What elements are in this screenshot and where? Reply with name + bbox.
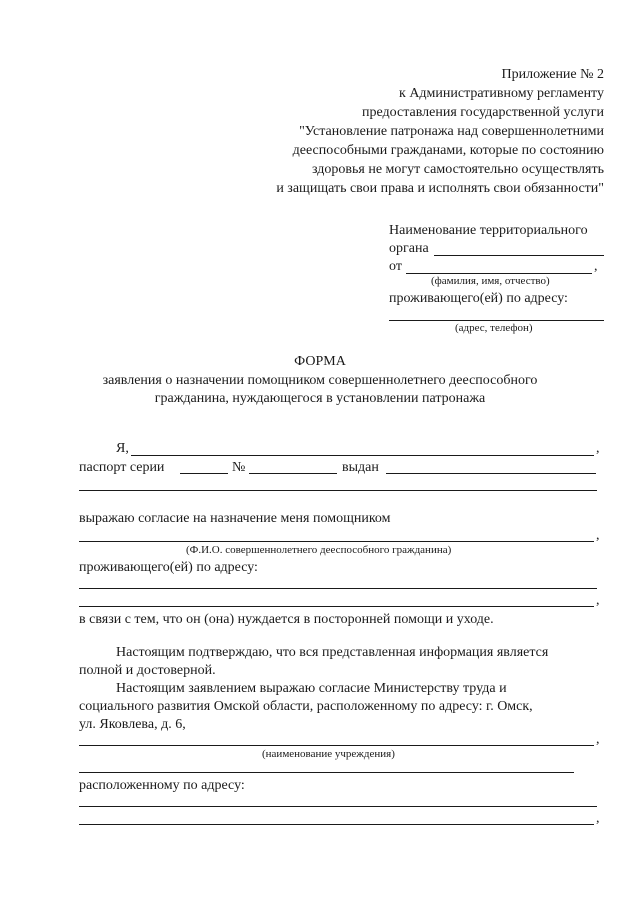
- appendix-number: Приложение № 2: [501, 67, 604, 82]
- comma: ,: [594, 259, 598, 274]
- issued-by-field[interactable]: [386, 473, 596, 474]
- reason-text: в связи с тем, что он (она) нуждается в посторонней помощи и уходе.: [79, 612, 494, 627]
- number-sign: №: [232, 460, 246, 475]
- agree-line-3: ул. Яковлева, д. 6,: [79, 717, 186, 732]
- header-line-2: к Административному регламенту: [399, 86, 604, 101]
- comma: ,: [596, 528, 600, 543]
- citizen-name-field[interactable]: [79, 541, 594, 542]
- ya-label: Я,: [116, 441, 129, 456]
- address-phone-field[interactable]: [389, 320, 604, 321]
- residing-label-body: проживающего(ей) по адресу:: [79, 560, 258, 575]
- header-line-4: "Установление патронажа над совершеннолетними: [299, 124, 604, 139]
- institution-address-field[interactable]: [79, 806, 597, 807]
- issued-by-field-continued[interactable]: [79, 490, 597, 491]
- header-line-3: предоставления государственной услуги: [362, 105, 604, 120]
- organ-label: органа: [389, 241, 429, 256]
- passport-series-field[interactable]: [180, 473, 228, 474]
- form-title: ФОРМА: [294, 354, 346, 369]
- institution-hint: (наименование учреждения): [262, 748, 395, 760]
- form-subtitle-1: заявления о назначении помощником совершеннолетнего дееспособного: [102, 373, 538, 388]
- organ-field[interactable]: [434, 255, 604, 256]
- passport-number-field[interactable]: [249, 473, 337, 474]
- issued-label: выдан: [342, 460, 379, 475]
- institution-field-2[interactable]: [79, 772, 574, 773]
- agree-line-1: Настоящим заявлением выражаю согласие Министерству труда и: [116, 681, 507, 696]
- comma: ,: [596, 732, 600, 747]
- consent-text: выражаю согласие на назначение меня помощником: [79, 511, 391, 526]
- header-line-6: здоровья не могут самостоятельно осуществлять: [312, 162, 604, 177]
- applicant-fio-field[interactable]: [406, 273, 592, 274]
- citizen-address-field-2[interactable]: [79, 606, 594, 607]
- comma: ,: [596, 441, 600, 456]
- confirm-line-2: полной и достоверной.: [79, 663, 216, 678]
- confirm-line-1: Настоящим подтверждаю, что вся представленная информация является: [116, 645, 549, 660]
- applicant-name-field[interactable]: [131, 455, 594, 456]
- institution-address-field-2[interactable]: [79, 824, 594, 825]
- agree-line-2: социального развития Омской области, расположенному по адресу: г. Омск,: [79, 699, 533, 714]
- citizen-hint: (Ф.И.О. совершеннолетнего дееспособного гражданина): [186, 544, 452, 556]
- territorial-body-label: Наименование территориального: [389, 223, 588, 238]
- header-line-5: дееспособными гражданами, которые по состоянию: [292, 143, 604, 158]
- institution-field[interactable]: [79, 745, 594, 746]
- passport-series-label: паспорт серии: [79, 460, 165, 475]
- located-label: расположенному по адресу:: [79, 778, 245, 793]
- address-hint: (адрес, телефон): [455, 322, 533, 334]
- from-label: от: [389, 259, 402, 274]
- form-subtitle-2: гражданина, нуждающегося в установлении патронажа: [154, 391, 486, 406]
- header-line-7: и защищать свои права и исполнять свои обязанности": [276, 181, 604, 196]
- citizen-address-field[interactable]: [79, 588, 597, 589]
- comma: ,: [596, 811, 600, 826]
- residing-label: проживающего(ей) по адресу:: [389, 291, 568, 306]
- fio-hint: (фамилия, имя, отчество): [431, 275, 550, 287]
- comma: ,: [596, 593, 600, 608]
